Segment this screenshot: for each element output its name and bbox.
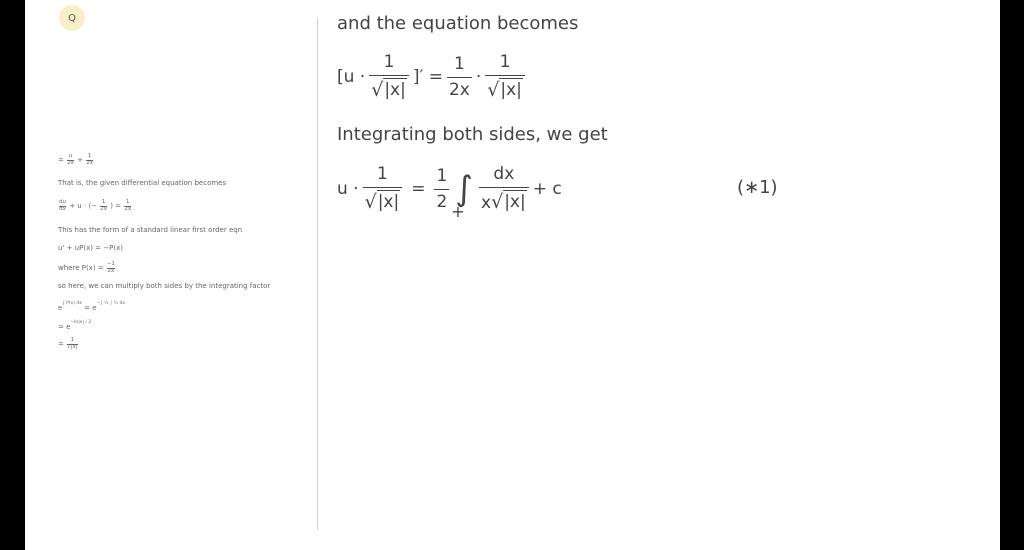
question-badge[interactable]: [59, 5, 85, 31]
note-text: +: [77, 156, 83, 164]
note-text: ): [110, 202, 114, 210]
note-line-1: [58, 154, 94, 166]
math-fraction: dx x √ |x|: [479, 164, 529, 213]
heading-integrating: Integrating both sides, we get: [337, 124, 608, 145]
math-fraction: $\frac{1}{2x}$: [448, 53, 470, 100]
note-fraction: $\frac{u}{2x}$: [67, 153, 74, 166]
note-line-9: = $e^{-ln|x| / 2}$: [58, 320, 92, 331]
note-line-3: [58, 200, 132, 212]
note-line-10: = $\frac{1}{√|x|}$: [58, 337, 78, 350]
note-text: =: [115, 202, 122, 210]
integral-sign: ∫ +: [451, 168, 474, 221]
equation-2: [337, 164, 562, 221]
question-badge-label: Q: [68, 12, 76, 24]
note-line-6: [58, 262, 116, 274]
math-fraction: 1 √ |x|: [369, 52, 409, 101]
math-fraction: $\frac{1}{2}$: [436, 165, 448, 212]
whiteboard-page: [25, 0, 1000, 550]
math-text: =: [411, 178, 426, 199]
note-line-7: so here, we can multiply both sides by the integrating factor: [58, 282, 271, 290]
note-line-5: u' + uP(x) = −P(x): [58, 244, 123, 252]
note-line-2: That is, the given differential equation becomes: [58, 179, 227, 187]
note-fraction: $\frac{du}{dx}$: [59, 199, 66, 212]
math-text: ·: [475, 66, 482, 87]
note-text: + u ·: [69, 202, 87, 210]
math-fraction: 1 √ |x|: [485, 52, 525, 101]
heading-equation-becomes: and the equation becomes: [337, 13, 579, 34]
equation-tag: (∗1): [737, 177, 778, 198]
equation-1: [337, 52, 529, 101]
note-fraction: $\frac{1}{√|x|}$: [67, 337, 78, 350]
note-fraction: $\frac{1}{2x}$: [100, 199, 108, 212]
note-text: (: [88, 202, 92, 210]
note-line-8: $e^{\int P(x) dx} = e^{-\int \frac{1}{2} \int \frac{1}{2} dx}$: [58, 301, 126, 312]
math-fraction: 1 √ |x|: [363, 164, 403, 213]
note-fraction: $\frac{1}{2x}$: [86, 153, 93, 166]
note-fraction: $\frac{1}{2x}$: [124, 199, 132, 212]
math-text: [u ·: [337, 66, 366, 87]
math-text: u ·: [337, 178, 359, 199]
math-text: ]′ =: [412, 66, 443, 87]
note-text: −: [91, 202, 98, 210]
column-divider: [317, 18, 318, 530]
note-text: =: [58, 156, 64, 164]
note-text: where P(x) =: [58, 264, 104, 272]
note-fraction: $\frac{-1}{2x}$: [106, 261, 115, 274]
math-text: + c: [532, 178, 562, 199]
note-line-4: This has the form of a standard linear first order eqn: [58, 226, 243, 234]
